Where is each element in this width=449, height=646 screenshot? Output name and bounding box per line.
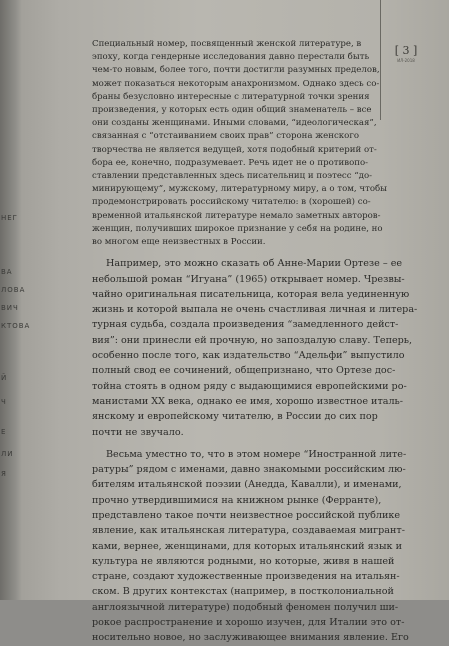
text-line: ставлении представленных здесь писательниц и поэтесс “до- bbox=[92, 171, 373, 182]
text-line: бора ее, конечно, подразумевает. Речь идет не о противопо- bbox=[92, 157, 369, 168]
text-line: особенно после того, как издательство “Адельфи” выпустило bbox=[92, 350, 405, 362]
text-line: женщин, получивших широкое признание у себя на родине, но bbox=[92, 223, 383, 234]
text-line: творчества не является ведущей, хотя подобный критерий от- bbox=[92, 144, 377, 155]
text-line: представлено такое почти неизвестное российской публике bbox=[92, 510, 401, 521]
text-line: Например, это можно сказать об Анне-Марии Ортезе – ее bbox=[106, 258, 403, 270]
text-line: небольшой роман “Игуана” (1965) открывает номер. Чрезвы- bbox=[92, 273, 405, 285]
margin-fragment: Я bbox=[1, 470, 7, 478]
text-line: чем-то новым, более того, почти достигли разумных пределов, bbox=[92, 65, 380, 76]
text-line: ками, вернее, женщинами, для которых итальянский язык и bbox=[92, 540, 402, 552]
text-line: связанная с “отстаиванием своих прав” сторона женского bbox=[92, 131, 360, 142]
text-line: тойна стоять в одном ряду с выдающимися европейскими ро- bbox=[92, 380, 407, 392]
paragraph-gap bbox=[92, 249, 382, 256]
text-line: ском. В других контекстах (например, в постколониальной bbox=[92, 586, 394, 598]
margin-fragment: Ч bbox=[1, 398, 7, 406]
margin-fragment: ЛИ bbox=[1, 450, 14, 458]
text-line: почти не звучало. bbox=[92, 426, 184, 438]
text-line: рокое распространение и хорошо изучен, для Италии это от- bbox=[92, 617, 405, 629]
text-line: Специальный номер, посвященный женской литературе, в bbox=[92, 39, 362, 49]
text-line: культура не являются родными, но которые, живя в нашей bbox=[92, 555, 395, 567]
margin-fragment: НЕГ bbox=[1, 214, 18, 222]
text-line: временной итальянской литературе немало заметных авторов- bbox=[92, 210, 381, 221]
text-line: носительно новое, но заслуживающее внимания явление. Его bbox=[92, 632, 409, 644]
running-head: ИЛ-2018 bbox=[397, 58, 415, 63]
margin-fragment: ВА bbox=[1, 268, 13, 276]
text-line: во многом еще неизвестных в России. bbox=[92, 237, 266, 248]
text-line: прочно утвердившимися на книжном рынке (Ферранте), bbox=[92, 494, 382, 506]
text-line: чайно оригинальная писательница, которая вела уединенную bbox=[92, 288, 410, 300]
margin-fragment: КТОВА bbox=[1, 322, 31, 330]
text-line: турная судьба, создала произведения “замедленного дейст- bbox=[92, 319, 399, 331]
text-line: бителям итальянской поэзии (Анедда, Кавалли), и именами, bbox=[92, 479, 402, 491]
text-line: может показаться некоторым анахронизмом. Однако здесь со- bbox=[92, 78, 380, 89]
text-line: явление, как итальянская литература, создаваемая мигрант- bbox=[92, 525, 405, 537]
text-line: браны безусловно интересные с литературной точки зрения bbox=[92, 91, 370, 102]
paragraph-gap bbox=[92, 440, 382, 447]
margin-fragment: Й bbox=[1, 374, 8, 382]
text-line: ратуры” рядом с именами, давно знакомыми российским лю- bbox=[92, 464, 406, 476]
text-line: минирующему”, мужскому, литературному миру, а о том, чтобы bbox=[92, 184, 388, 195]
text-line: полный свод ее сочинений, общепризнано, что Ортезе дос- bbox=[92, 365, 396, 377]
margin-fragment: ЛОВА bbox=[1, 286, 26, 294]
text-line: эпоху, когда гендерные исследования давно перестали быть bbox=[92, 52, 370, 63]
text-line: продемонстрировать российскому читателю: в (хорошей) со- bbox=[92, 197, 371, 208]
margin-fragment: ВИЧ bbox=[1, 304, 19, 312]
text-line: англоязычной литературе) подобный феномен получил ши- bbox=[92, 601, 399, 613]
text-line: янскому и европейскому читателю, в России до сих пор bbox=[92, 411, 378, 423]
text-line: стране, создают художественные произведения на итальян- bbox=[92, 571, 400, 583]
text-line: вия”: они принесли ей прочную, но запоздалую славу. Теперь, bbox=[92, 334, 413, 346]
page-number: [ 3 ] bbox=[394, 44, 418, 57]
text-line: жизнь и которой выпала не очень счастливая личная и литера- bbox=[92, 304, 418, 316]
text-line: произведения, у которых есть один общий знаменатель – все bbox=[92, 105, 372, 116]
margin-fragment: Е bbox=[1, 428, 7, 436]
text-line: Весьма уместно то, что в этом номере “Иностранной лите- bbox=[106, 448, 407, 460]
text-line: манистами XX века, однако ее имя, хорошо известное италь- bbox=[92, 395, 404, 407]
text-line: они созданы женщинами. Иными словами, “идеологическая”, bbox=[92, 118, 377, 129]
